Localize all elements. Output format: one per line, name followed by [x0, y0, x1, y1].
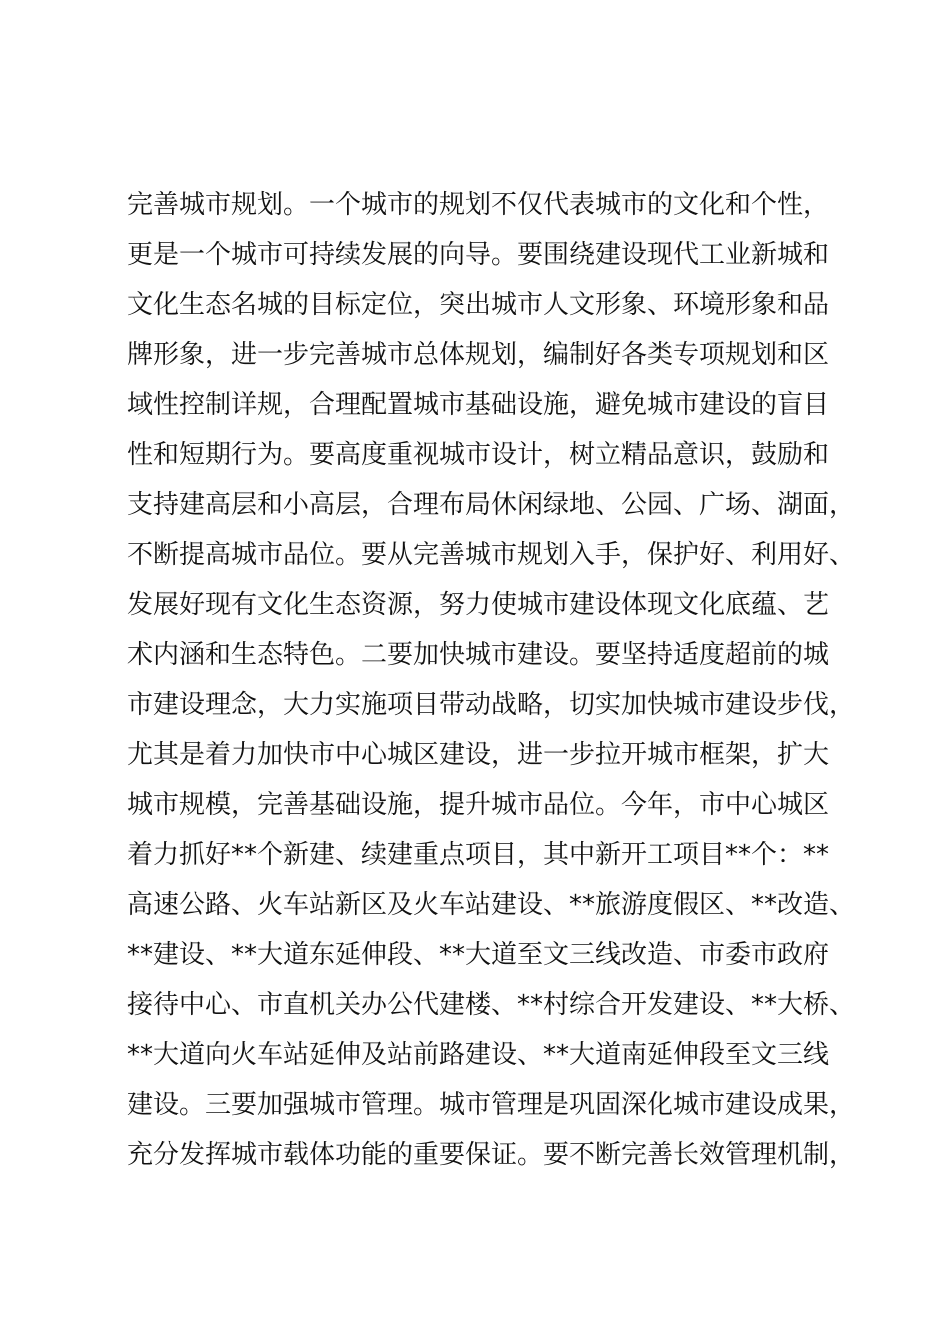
text-line: 发展好现有文化生态资源，努力使城市建设体现文化底蕴、艺 — [127, 590, 830, 620]
text-line: **大道向火车站延伸及站前路建设、**大道南延伸段至文三线 — [127, 1040, 830, 1070]
text-line: 市建设理念，大力实施项目带动战略，切实加快城市建设步伐， — [127, 690, 856, 720]
text-line: 牌形象，进一步完善城市总体规划，编制好各类专项规划和区 — [127, 340, 830, 370]
text-line: 接待中心、市直机关办公代建楼、**村综合开发建设、**大桥、 — [127, 990, 856, 1020]
text-line: 更是一个城市可持续发展的向导。要围绕建设现代工业新城和 — [127, 240, 830, 270]
text-line: 术内涵和生态特色。二要加快城市建设。要坚持适度超前的城 — [127, 640, 830, 670]
text-line: 充分发挥城市载体功能的重要保证。要不断完善长效管理机制， — [127, 1140, 856, 1170]
text-line: 域性控制详规，合理配置城市基础设施，避免城市建设的盲目 — [127, 390, 830, 420]
text-line: 支持建高层和小高层，合理布局休闲绿地、公园、广场、湖面， — [127, 490, 856, 520]
text-line: **建设、**大道东延伸段、**大道至文三线改造、市委市政府 — [127, 940, 830, 970]
text-line: 城市规模，完善基础设施，提升城市品位。今年，市中心城区 — [127, 790, 830, 820]
text-line: 文化生态名城的目标定位，突出城市人文形象、环境形象和品 — [127, 290, 830, 320]
text-line: 着力抓好**个新建、续建重点项目，其中新开工项目**个：** — [127, 840, 830, 870]
body-paragraph — [127, 180, 867, 1180]
text-line: 尤其是着力加快市中心城区建设，进一步拉开城市框架，扩大 — [127, 740, 830, 770]
text-line: 建设。三要加强城市管理。城市管理是巩固深化城市建设成果， — [127, 1090, 856, 1120]
text-line: 高速公路、火车站新区及火车站建设、**旅游度假区、**改造、 — [127, 890, 856, 920]
text-line: 完善城市规划。一个城市的规划不仅代表城市的文化和个性， — [127, 190, 830, 220]
text-line: 不断提高城市品位。要从完善城市规划入手，保护好、利用好、 — [127, 540, 856, 570]
text-line: 性和短期行为。要高度重视城市设计，树立精品意识，鼓励和 — [127, 440, 830, 470]
